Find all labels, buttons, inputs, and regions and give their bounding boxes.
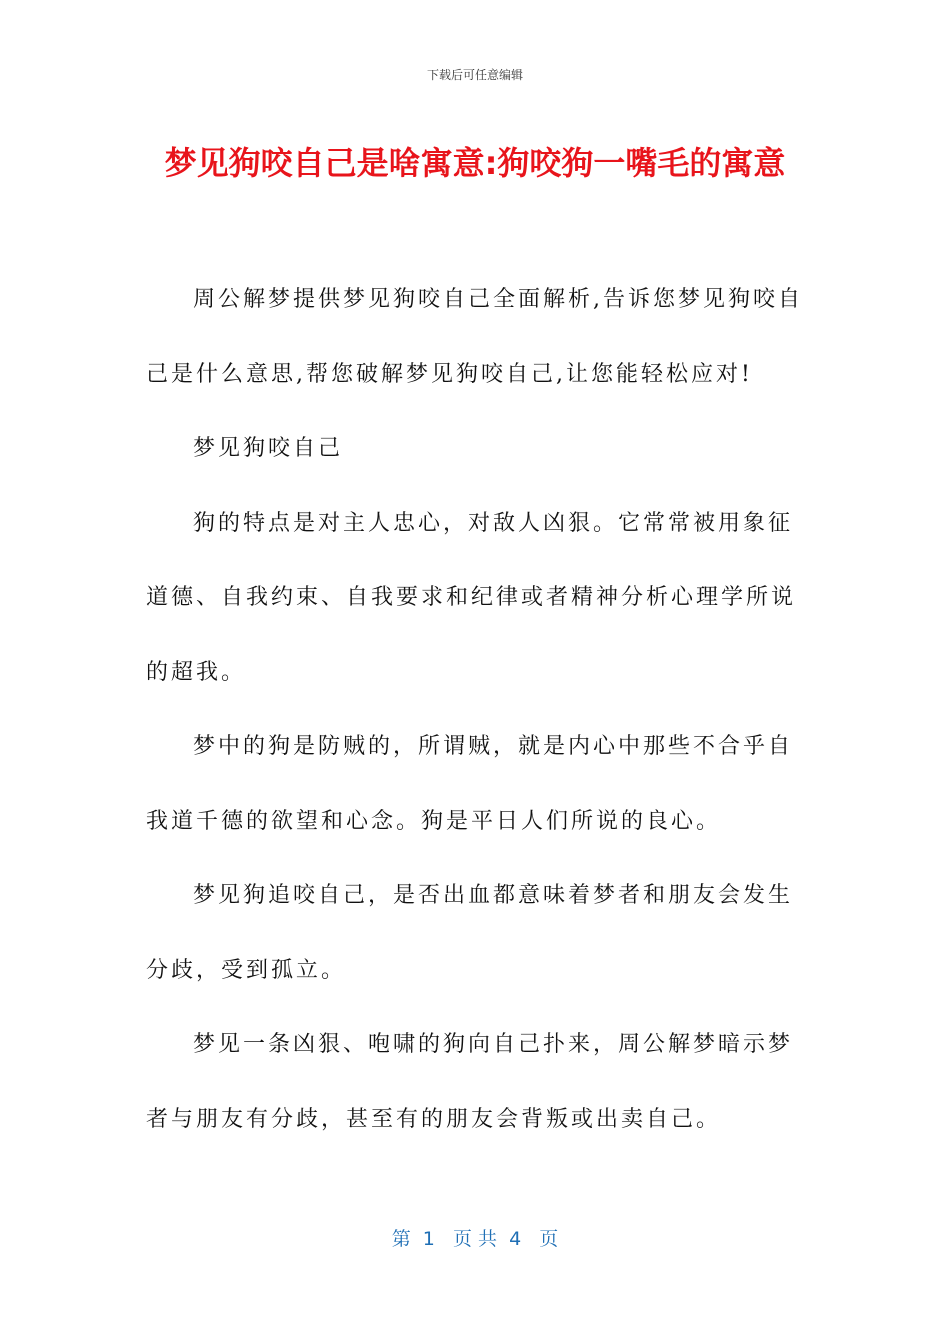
document-title: 梦见狗咬自己是啥寓意:狗咬狗一嘴毛的寓意 bbox=[164, 144, 786, 182]
paragraph-dog-guards: 梦中的狗是防贼的，所谓贼，就是内心中那些不合乎自我道千德的欲望和心念。狗是平日人们所说的良心。 bbox=[146, 734, 794, 834]
page-footer-number: 第 1 页 共 4 页 bbox=[391, 1228, 559, 1250]
paragraph-intro: 周公解梦提供梦见狗咬自己全面解析,告诉您梦见狗咬自己是什么意思,帮您破解梦见狗咬自己,让您能轻松应对! bbox=[146, 287, 803, 387]
page-header-note: 下载后可任意编辑 bbox=[426, 68, 523, 82]
paragraph-dog-attack: 梦见一条凶狠、咆啸的狗向自己扑来，周公解梦暗示梦者与朋友有分歧，甚至有的朋友会背叛或出卖自己。 bbox=[146, 1032, 794, 1132]
paragraph-dog-traits: 狗的特点是对主人忠心，对敌人凶狠。它常常被用象征道德、自我约束、自我要求和纪律或者精神分析心理学所说的超我。 bbox=[146, 510, 797, 685]
paragraph-dog-chase: 梦见狗追咬自己，是否出血都意味着梦者和朋友会发生分歧，受到孤立。 bbox=[146, 883, 794, 983]
document-body bbox=[146, 263, 806, 1157]
paragraph-subheading: 梦见狗咬自己 bbox=[193, 436, 344, 461]
